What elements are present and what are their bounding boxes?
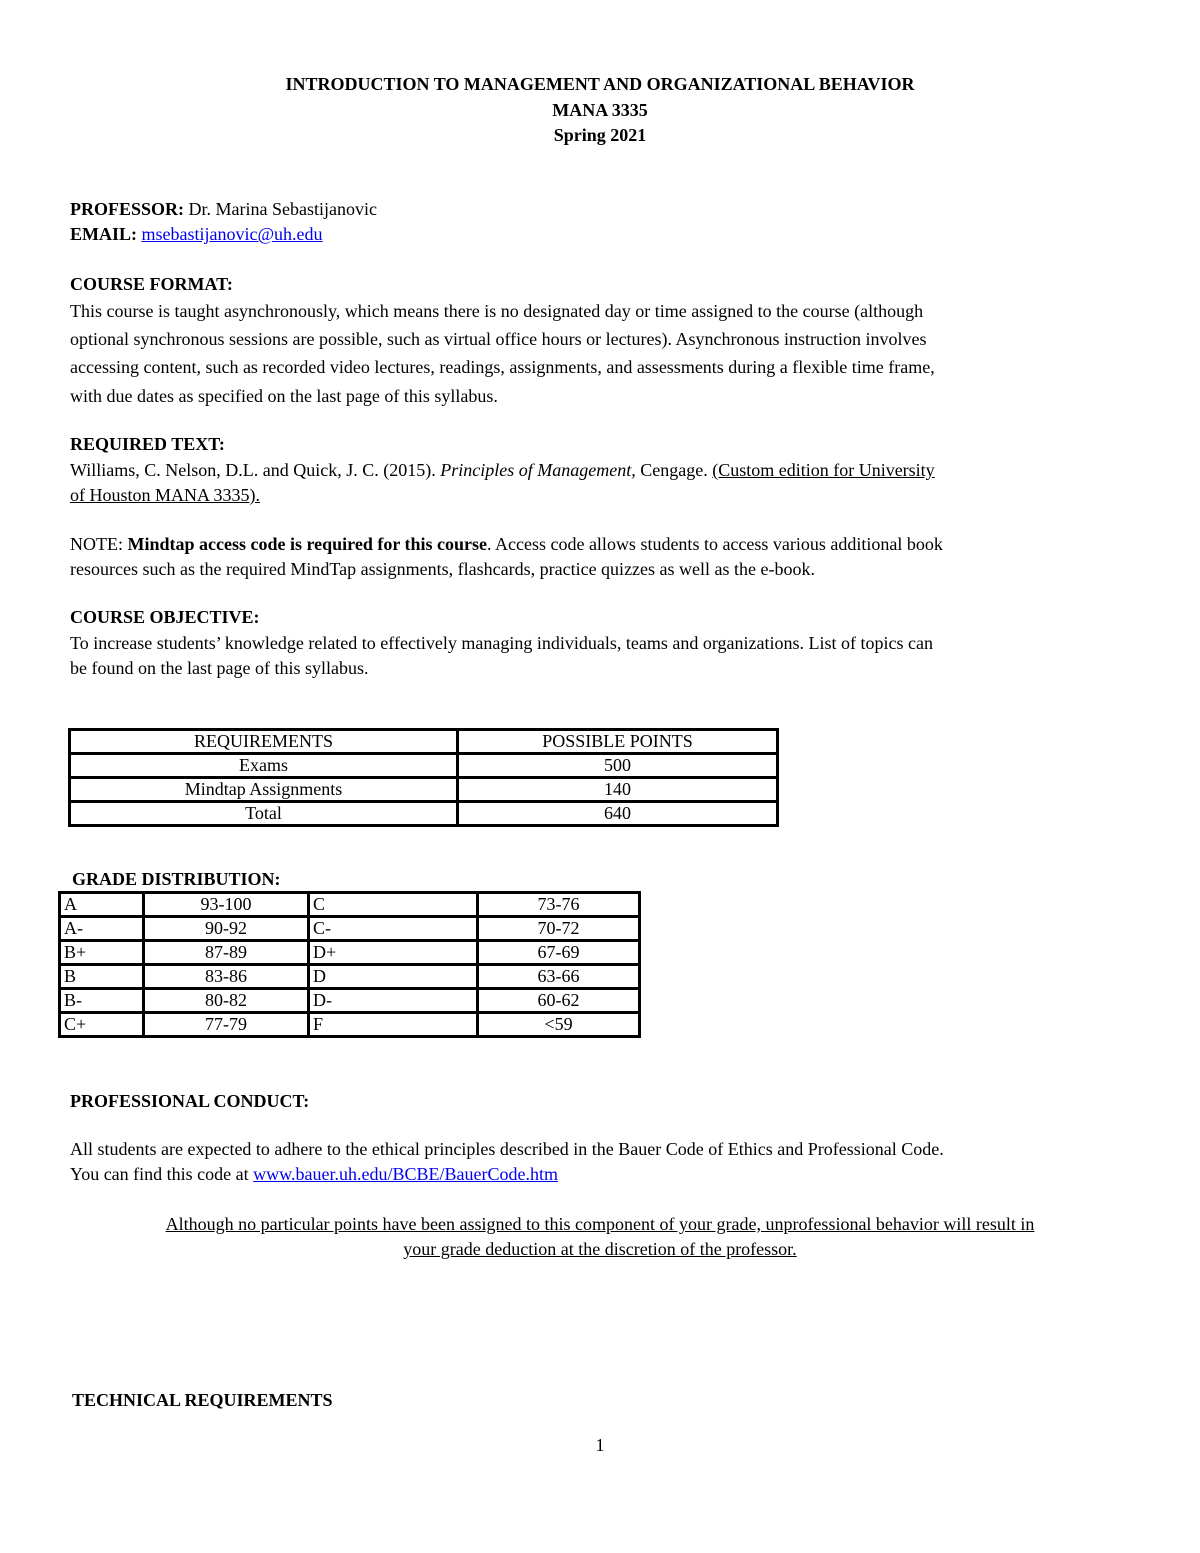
note-rest: . Access code allows students to access various additional book — [486, 534, 943, 554]
technical-requirements-heading: TECHNICAL REQUIREMENTS — [72, 1390, 333, 1410]
table-cell: Mindtap Assignments — [70, 778, 458, 802]
grade-range: 87-89 — [144, 941, 309, 965]
course-term: Spring 2021 — [553, 125, 647, 145]
grade-distribution-table — [58, 891, 641, 1038]
grade-range: 73-76 — [478, 893, 640, 917]
requirements-table — [68, 728, 779, 827]
table-row — [60, 917, 640, 941]
email-label: EMAIL: — [70, 224, 137, 244]
table-row — [60, 965, 640, 989]
grade-letter: B — [60, 965, 144, 989]
grade-range: 90-92 — [144, 917, 309, 941]
grade-letter: D+ — [309, 941, 478, 965]
grade-range: 63-66 — [478, 965, 640, 989]
professional-conduct-heading: PROFESSIONAL CONDUCT: — [70, 1091, 310, 1111]
conduct-text: All students are expected to adhere to the ethical principles described in the Bauer Code of Ethics and Professional Code. — [70, 1139, 944, 1159]
table-cell: Exams — [70, 754, 458, 778]
course-format-line: with due dates as specified on the last page of this syllabus. — [70, 386, 498, 406]
note-prefix: NOTE: — [70, 534, 128, 554]
table-row — [60, 989, 640, 1013]
email-line — [70, 221, 323, 247]
email-link[interactable]: msebastijanovic@uh.edu — [141, 224, 323, 244]
table-row — [70, 754, 778, 778]
custom-edition-note-continued: of Houston MANA 3335). — [70, 485, 261, 505]
course-format-line: optional synchronous sessions are possible, such as virtual office hours or lectures). Asynchronous instruction involves — [70, 329, 927, 349]
grade-letter: D- — [309, 989, 478, 1013]
grade-letter: C+ — [60, 1013, 144, 1037]
course-objective-line: To increase students’ knowledge related to effectively managing individuals, teams and organizations. List of topics can — [70, 633, 933, 653]
course-format-line: accessing content, such as recorded video lectures, readings, assignments, and assessments during a flexible time frame, — [70, 357, 935, 377]
table-row — [60, 941, 640, 965]
page-number: 1 — [595, 1435, 605, 1455]
table-row — [60, 1013, 640, 1037]
table-row — [70, 802, 778, 826]
table-cell: 640 — [458, 802, 778, 826]
course-code: MANA 3335 — [552, 100, 648, 120]
course-format-line: This course is taught asynchronously, which means there is no designated day or time assigned to the course (although — [70, 301, 924, 321]
course-objective-heading: COURSE OBJECTIVE: — [70, 607, 260, 627]
grade-letter: C — [309, 893, 478, 917]
professor-label: PROFESSOR: — [70, 199, 185, 219]
course-format-heading: COURSE FORMAT: — [70, 274, 233, 294]
professor-name: Dr. Marina Sebastijanovic — [188, 199, 377, 219]
grade-letter: F — [309, 1013, 478, 1037]
grade-letter: B- — [60, 989, 144, 1013]
grade-range: 77-79 — [144, 1013, 309, 1037]
table-header-row — [70, 730, 778, 754]
course-objective-line: be found on the last page of this syllabus. — [70, 658, 369, 678]
conduct-warning: Although no particular points have been assigned to this component of your grade, unprofessional behavior will result in — [165, 1214, 1035, 1234]
mindtap-note-continued: resources such as the required MindTap assignments, flashcards, practice quizzes as well as the e-book. — [70, 559, 815, 579]
grade-letter: D — [309, 965, 478, 989]
grade-range: <59 — [478, 1013, 640, 1037]
table-row — [70, 778, 778, 802]
table-cell: 500 — [458, 754, 778, 778]
conduct-warning-continued: your grade deduction at the discretion of the professor. — [403, 1239, 797, 1259]
professor-line — [70, 196, 377, 222]
grade-letter: B+ — [60, 941, 144, 965]
table-cell: 140 — [458, 778, 778, 802]
table-cell: Total — [70, 802, 458, 826]
required-text-citation — [70, 457, 935, 483]
document-title: INTRODUCTION TO MANAGEMENT AND ORGANIZATIONAL BEHAVIOR — [285, 74, 915, 94]
mindtap-note — [70, 531, 943, 557]
grade-range: 67-69 — [478, 941, 640, 965]
grade-range: 60-62 — [478, 989, 640, 1013]
grade-letter: A — [60, 893, 144, 917]
conduct-code-prefix: You can find this code at — [70, 1164, 254, 1184]
table-header-cell: REQUIREMENTS — [70, 730, 458, 754]
note-emphasis: Mindtap access code is required for this course — [127, 534, 487, 554]
grade-letter: C- — [309, 917, 478, 941]
grade-distribution-heading: GRADE DISTRIBUTION: — [72, 869, 281, 889]
conduct-code-line — [70, 1161, 558, 1187]
required-text-heading: REQUIRED TEXT: — [70, 434, 225, 454]
bauer-code-link[interactable]: www.bauer.uh.edu/BCBE/BauerCode.htm — [253, 1164, 558, 1184]
grade-range: 93-100 — [144, 893, 309, 917]
grade-range: 70-72 — [478, 917, 640, 941]
grade-letter: A- — [60, 917, 144, 941]
book-publisher: Cengage. — [635, 460, 713, 480]
custom-edition-note: (Custom edition for University — [712, 460, 935, 480]
citation-authors: Williams, C. Nelson, D.L. and Quick, J. C. (2015). — [70, 460, 441, 480]
grade-range: 80-82 — [144, 989, 309, 1013]
table-header-cell: POSSIBLE POINTS — [458, 730, 778, 754]
grade-range: 83-86 — [144, 965, 309, 989]
book-title: Principles of Management, — [440, 460, 636, 480]
table-row — [60, 893, 640, 917]
